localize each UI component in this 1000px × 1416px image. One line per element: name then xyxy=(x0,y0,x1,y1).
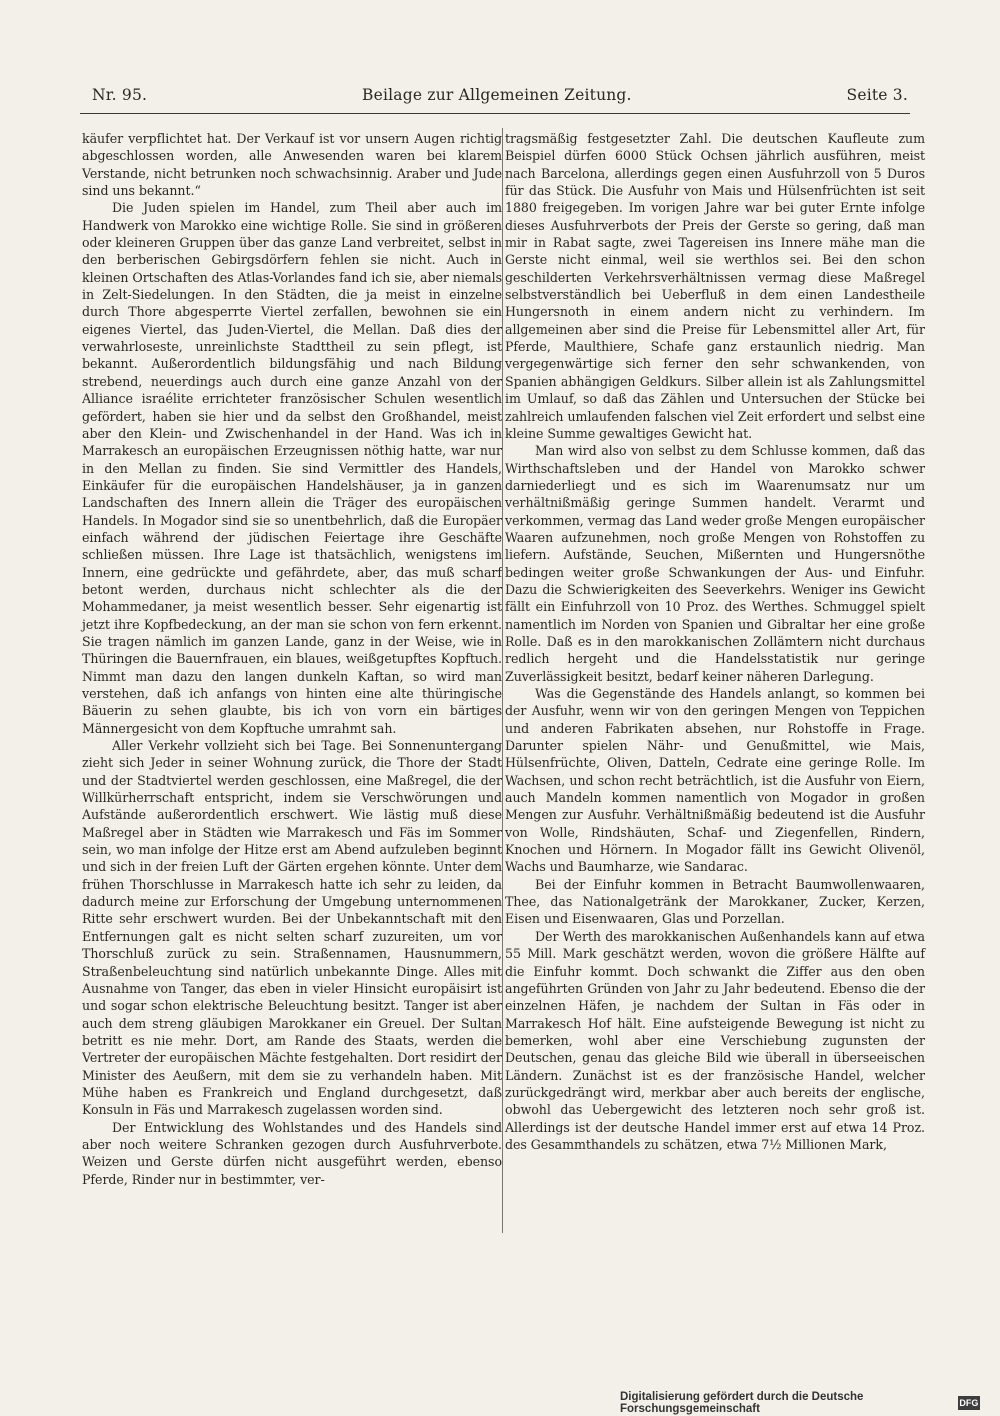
page-header xyxy=(92,86,908,112)
right-column xyxy=(505,130,925,1210)
dfg-logo-icon xyxy=(958,1396,980,1410)
column-divider xyxy=(502,128,503,1233)
dfg-logo-label: DFG xyxy=(959,1398,979,1408)
paragraph: Aller Verkehr vollzieht sich bei Tage. Bei Sonnenuntergang zieht sich Jeder in seiner Wohnung zurück, die Thore der Stadt und der Stadtviertel werden geschlossen, eine Maßregel, die der Willkürherrschaft entspricht, indem sie Verschwörungen und Aufstände außerordentlich erschwert. Wie lästig muß diese Maßregel aber in Städten wie Marrakesch und Fäs im Sommer sein, wo man infolge der Hitze erst am Abend aufzuleben beginnt und sich in der freien Luft der Gärten ergehen könnte. Unter dem frühen Thorschlusse in Marrakesch hatte ich sehr zu leiden, da dadurch meine zur Erforschung der Umgebung unternommenen Ritte sehr erschwert wurden. Bei der Unbekanntschaft mit den Entfernungen galt es nicht selten scharf zuzureiten, um vor Thorschluß zurück zu sein. Straßennamen, Hausnummern, Straßenbeleuchtung sind natürlich unbekannte Dinge. Alles mit Ausnahme von Tanger, das eben in vieler Hinsicht europäisirt ist und sogar schon elektrische Beleuchtung besitzt. Tanger ist aber auch dem streng gläubigen Marokkaner ein Greuel. Der Sultan betritt es nie mehr. Dort, am Rande des Staats, werden die Vertreter der europäischen Mächte festgehalten. Dort residirt der Minister des Aeußern, mit dem sie zu verhandeln haben. Mit Mühe haben es Frankreich und England durchgesetzt, daß Konsuln in Fäs und Marrakesch zugelassen worden sind. xyxy=(82,738,502,1118)
digitization-footer xyxy=(620,1391,980,1415)
publication-title: Beilage zur Allgemeinen Zeitung. xyxy=(362,86,632,104)
paragraph: Man wird also von selbst zu dem Schlusse kommen, daß das Wirthschaftsleben und der Handel von Marokko schwer darniederliegt und es sich im Waarenumsatz nur um verhältnißmäßig geringe Summen handelt. Verarmt und verkommen, vermag das Land weder große Mengen europäischer Waaren aufzunehmen, noch große Mengen von Rohstoffen zu liefern. Aufstände, Seuchen, Mißernten und Hungersnöthe bedingen weiter große Schwankungen der Aus- und Einfuhr. Dazu die Schwierigkeiten des Seeverkehrs. Weniger ins Gewicht fällt ein Einfuhrzoll von 10 Proz. des Werthes. Schmuggel spielt namentlich im Norden von Spanien und Gibraltar her eine große Rolle. Daß es in den marokkanischen Zollämtern nicht durchaus redlich hergeht und die Handelsstatistik nur geringe Zuverlässigkeit besitzt, bedarf keiner näheren Darlegung. xyxy=(505,443,925,684)
page-number: Seite 3. xyxy=(846,86,908,104)
left-column xyxy=(82,130,502,1210)
footer-text: Digitalisierung gefördert durch die Deutsche Forschungsgemeinschaft xyxy=(620,1391,864,1415)
paragraph: Der Werth des marokkanischen Außenhandels kann auf etwa 55 Mill. Mark geschätzt werden, wovon die größere Hälfte auf die Einfuhr kommt. Doch schwankt die Ziffer aus den oben angeführten Gründen von Jahr zu Jahr bedeutend. Ebenso die der einzelnen Häfen, je nachdem der Sultan in Fäs oder in Marrakesch Hof hält. Eine aufsteigende Bewegung ist nicht zu bemerken, wohl aber eine Verschiebung zugunsten der Deutschen, genau das gleiche Bild wie überall in überseeischen Ländern. Zunächst ist es der französische Handel, welcher zurückgedrängt wird, merkbar aber auch bereits der englische, obwohl das Uebergewicht des letzteren noch sehr groß ist. Allerdings ist der deutsche Handel immer erst auf etwa 14 Proz. des Gesammthandels zu schätzen, etwa 7½ Millionen Mark, xyxy=(505,928,925,1152)
paragraph: käufer verpflichtet hat. Der Verkauf ist vor unsern Augen richtig abgeschlossen worden, alle Anwesenden waren bei klarem Verstande, nicht betrunken noch schwachsinnig. Araber und Jude sind uns bekannt.“ xyxy=(82,131,502,199)
issue-number: Nr. 95. xyxy=(92,86,148,104)
paragraph: Die Juden spielen im Handel, zum Theil aber auch im Handwerk von Marokko eine wichtige Rolle. Sie sind in größeren oder kleineren Gruppen über das ganze Land verbreitet, selbst in den berberischen Gebirgsdörfern fehlen sie nicht. Auch in kleinen Ortschaften des Atlas-Vorlandes fand ich sie, aber niemals in Zelt-Siedelungen. In den Städten, die ja meist in einzelne durch Thore abgesperrte Viertel zerfallen, bewohnen sie ein eigenes Viertel, das Juden-Viertel, die Mellan. Daß dies der verwahrloseste, unreinlichste Stadttheil zu sein pflegt, ist bekannt. Außerordentlich bildungsfähig und nach Bildung strebend, neuerdings auch durch eine ganze Anzahl von der Alliance israélite errichteter französischer Schulen wesentlich gefördert, haben sie hier und da selbst den Großhandel, meist aber den Klein- und Zwischenhandel in der Hand. Was ich in Marrakesch an europäischen Erzeugnissen nöthig hatte, war nur in den Mellan zu finden. Sie sind Vermittler des Handels, Einkäufer für die europäischen Handelshäuser, ja in ganzen Landschaften des Innern allein die Träger des europäischen Handels. In Mogador sind sie so unentbehrlich, daß die Europäer einfach während der jüdischen Feiertage ihre Geschäfte schließen müssen. Ihre Lage ist thatsächlich, wenigstens im Innern, eine gedrückte und gefährdete, aber, das muß scharf betont werden, durchaus nicht schlechter als die der Mohammedaner, ja meist wesentlich besser. Sehr eigenartig ist jetzt ihre Kopfbedeckung, an der man sie schon von fern erkennt. Sie tragen nämlich im ganzen Lande, ganz in der Weise, wie in Thüringen die Bauernfrauen, ein blaues, weißgetupftes Kopftuch. Nimmt man dazu den langen dunkeln Kaftan, so wird man verstehen, daß ich anfangs von hinten eine alte thüringische Bäuerin zu sehen glaubte, bis ich von vorn ein bärtiges Männergesicht von dem Kopftuche umrahmt sah. xyxy=(82,200,502,736)
paragraph: Was die Gegenstände des Handels anlangt, so kommen bei der Ausfuhr, wenn wir von den geringen Mengen von Teppichen und anderen Fabrikaten absehen, nur Rohstoffe in Frage. Darunter spielen Nähr- und Genußmittel, wie Mais, Hülsenfrüchte, Oliven, Datteln, Cedrate eine geringe Rolle. Im Wachsen, und schon recht beträchtlich, ist die Ausfuhr von Eiern, auch Mandeln kommen namentlich von Mogador in großen Mengen zur Ausfuhr. Verhältnißmäßig bedeutend ist die Ausfuhr von Wolle, Rindshäuten, Schaf- und Ziegenfellen, Rindern, Knochen und Hörnern. In Mogador fällt ins Gewicht Olivenöl, Wachs und Baumharze, wie Sandarac. xyxy=(505,686,925,875)
paragraph: Bei der Einfuhr kommen in Betracht Baumwollenwaaren, Thee, das Nationalgetränk der Marokkaner, Zucker, Kerzen, Eisen und Eisenwaaren, Glas und Porzellan. xyxy=(505,876,925,927)
header-rule xyxy=(80,113,910,114)
paragraph: Der Entwicklung des Wohlstandes und des Handels sind aber noch weitere Schranken gezogen durch Ausfuhrverbote. Weizen und Gerste dürfen nicht ausgeführt werden, ebenso Pferde, Rinder nur in bestimmter, ver- xyxy=(82,1119,502,1187)
paragraph: tragsmäßig festgesetzter Zahl. Die deutschen Kaufleute zum Beispiel dürfen 6000 Stück Ochsen jährlich ausführen, meist nach Barcelona, allerdings gegen einen Ausfuhrzoll von 5 Duros für das Stück. Die Ausfuhr von Mais und Hülsenfrüchten ist seit 1880 freigegeben. Im vorigen Jahre war bei guter Ernte infolge dieses Ausfuhrverbots der Preis der Gerste so gering, daß man mir in Rabat sagte, zwei Tagereisen ins Innere mähe man die Gerste nicht einmal, weil sie werthlos sei. Bei den schon geschilderten Verkehrsverhältnissen vermag diese Maßregel selbstverständlich bei Ueberfluß in dem einen Landestheile Hungersnoth in einem andern nicht zu verhindern. Im allgemeinen aber sind die Preise für Lebensmittel aller Art, für Pferde, Maulthiere, Schafe ganz erstaunlich niedrig. Man vergegenwärtige sich ferner den sehr schwankenden, von Spanien abhängigen Geldkurs. Silber allein ist als Zahlungsmittel im Umlauf, so daß das Zählen und Untersuchen der Stücke bei zahlreich umlaufenden falschen viel Zeit erfordert und selbst eine kleine Summe gewaltiges Gewicht hat. xyxy=(505,131,925,441)
